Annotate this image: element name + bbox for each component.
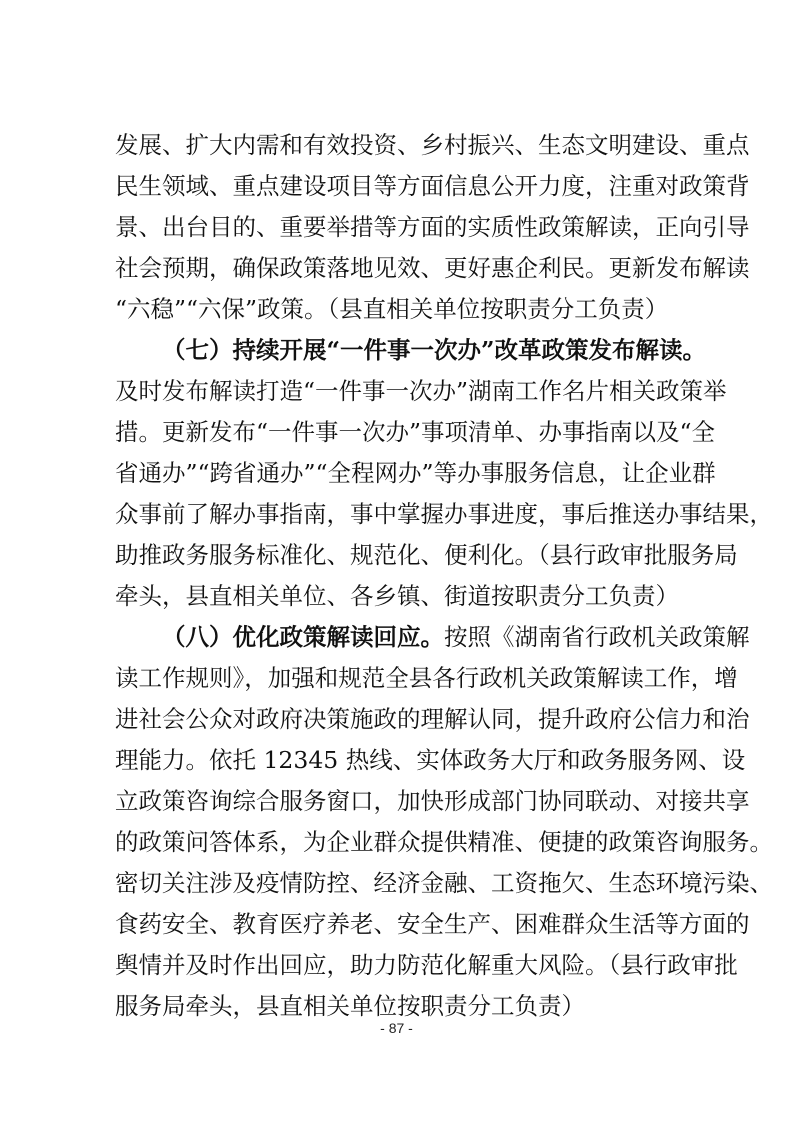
page-number: - 87 - [380, 1020, 413, 1036]
paragraph-line: 牵头，县直相关单位、各乡镇、街道按职责分工负责） [115, 582, 679, 610]
paragraph-line: 的政策问答体系，为企业群众提供精准、便捷的政策咨询服务。 [115, 828, 773, 856]
section-7-heading: （七）持续开展“一件事一次办”改革政策发布解读。 [162, 336, 707, 364]
paragraph-line: 景、出台目的、重要举措等方面的实质性政策解读，正向引导 [115, 213, 750, 241]
section-8-heading: （八）优化政策解读回应。 [162, 623, 444, 651]
paragraph-line: 发展、扩大内需和有效投资、乡村振兴、生态文明建设、重点 [115, 131, 750, 159]
paragraph-line: “六稳”“六保”政策。（县直相关单位按职责分工负责） [115, 295, 669, 323]
section-8-first-line [162, 617, 750, 657]
paragraph-line: 食药安全、教育医疗养老、安全生产、困难群众生活等方面的 [115, 910, 750, 938]
paragraph-line: 省通办”“跨省通办”“全程网办”等办事服务信息，让企业群 [115, 459, 716, 487]
paragraph-line: 民生领域、重点建设项目等方面信息公开力度，注重对政策背 [115, 172, 750, 200]
paragraph-line: 措。更新发布“一件事一次办”事项清单、办事指南以及“全 [115, 418, 716, 446]
paragraph-line: 密切关注涉及疫情防控、经济金融、工资拖欠、生态环境污染、 [115, 869, 773, 897]
paragraph-line: 服务局牵头，县直相关单位按职责分工负责） [115, 992, 585, 1020]
section-8-first-line-text: 按照《湖南省行政机关政策解 [444, 623, 750, 651]
paragraph-line: 众事前了解办事指南，事中掌握办事进度，事后推送办事结果， [115, 500, 773, 528]
paragraph-line: 进社会公众对政府决策施政的理解认同，提升政府公信力和治 [115, 705, 750, 733]
paragraph-line: 读工作规则》，加强和规范全县各行政机关政策解读工作，增 [115, 664, 738, 692]
paragraph-line: 理能力。依托 12345 热线、实体政务大厅和政务服务网、设 [115, 746, 746, 774]
paragraph-line: 舆情并及时作出回应，助力防范化解重大风险。（县行政审批 [115, 951, 738, 979]
paragraph-line: 立政策咨询综合服务窗口，加快形成部门协同联动、对接共享 [115, 787, 750, 815]
paragraph-line: 社会预期，确保政策落地见效、更好惠企利民。更新发布解读 [115, 254, 750, 282]
paragraph-line: 及时发布解读打造“一件事一次办”湖南工作名片相关政策举 [115, 377, 727, 405]
paragraph-line: 助推政务服务标准化、规范化、便利化。（县行政审批服务局 [115, 541, 738, 569]
